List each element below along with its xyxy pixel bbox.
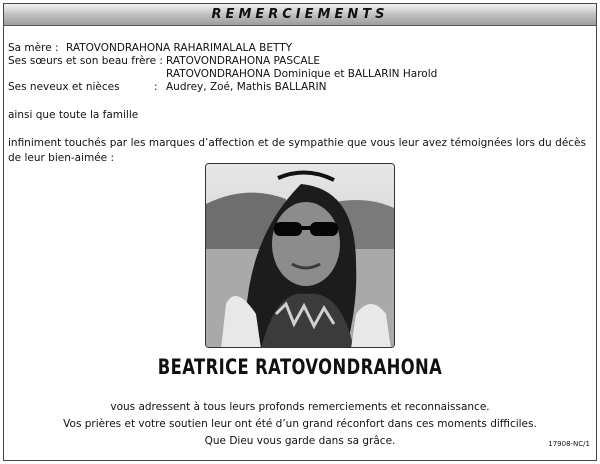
title-banner [4,4,596,26]
deceased-name: BEATRICE RATOVONDRAHONA [157,355,443,379]
portrait-illustration [206,164,395,348]
nephews-names: Audrey, Zoé, Mathis BALLARIN [166,81,327,93]
touched-text: infiniment touchés par les marques d’affection et de sympathie que vous leur avez témoignées lors du décès de leur bien-aimée : [8,137,586,164]
reference-code: 17908-NC/1 [548,440,590,448]
nephews-label: Ses neveux et nièces [8,81,120,93]
mother-label: Sa mère : [8,42,59,54]
whole-family-text: ainsi que toute la famille [8,109,139,121]
closing-line-2: Vos prières et votre soutien leur ont été d’un grand réconfort dans ces moments difficiles. [63,418,537,430]
siblings-label: Ses sœurs et son beau frère : [8,55,163,67]
siblings-line-2: RATOVONDRAHONA Dominique et BALLARIN Harold [166,68,438,80]
portrait-photo [205,163,395,348]
nephews-separator: : [154,81,158,93]
closing-line-1: vous adressent à tous leurs profonds remerciements et reconnaissance. [110,401,490,413]
mother-name: RATOVONDRAHONA RAHARIMALALA BETTY [66,42,293,54]
notice-title: REMERCIEMENTS [211,7,389,22]
siblings-line-1: RATOVONDRAHONA PASCALE [166,55,321,67]
closing-line-3: Que Dieu vous garde dans sa grâce. [204,435,396,447]
